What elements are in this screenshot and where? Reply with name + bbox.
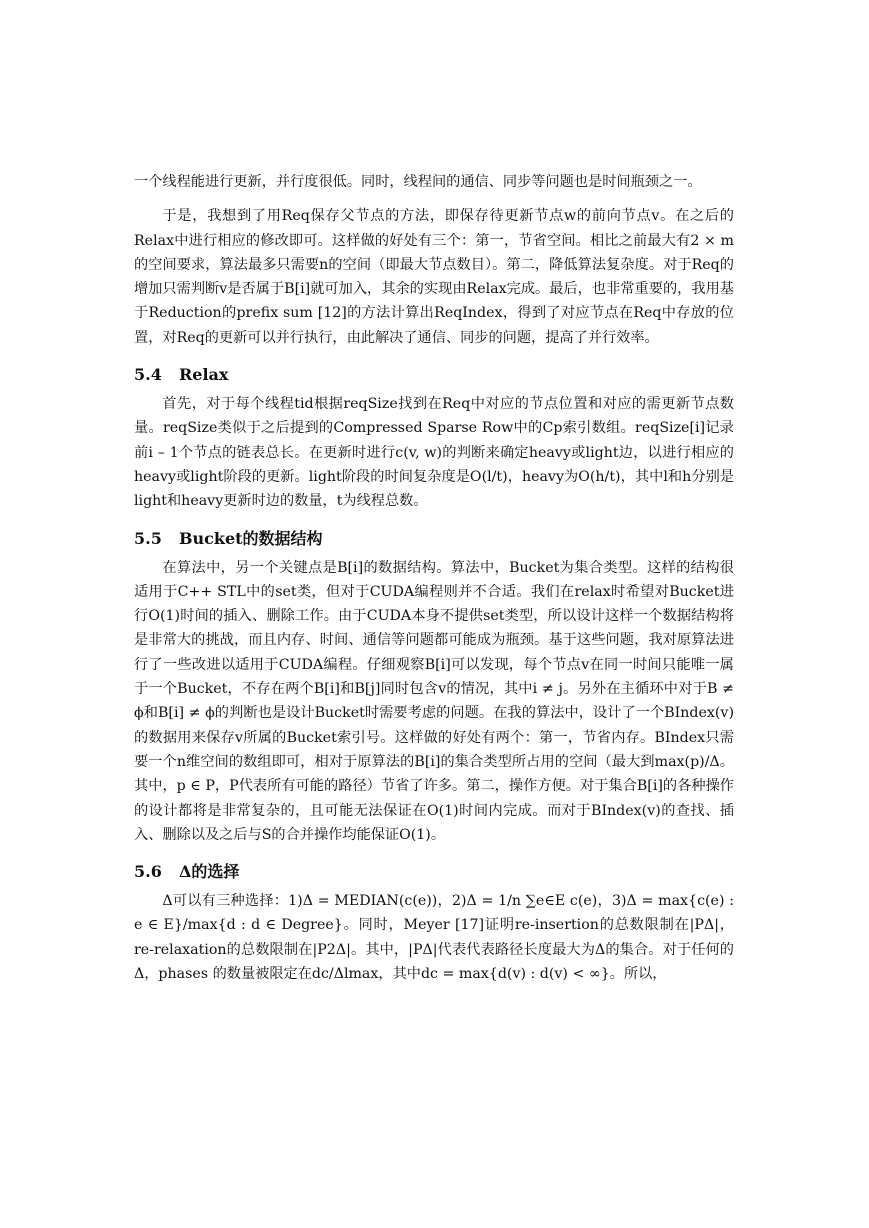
- section-number: 5.4: [134, 365, 162, 385]
- page-body: [134, 170, 734, 996]
- section-number: 5.6: [134, 862, 162, 882]
- section-heading-5-5: [134, 528, 734, 550]
- section-title: Bucket的数据结构: [179, 528, 323, 548]
- section-title: Δ的选择: [179, 862, 240, 882]
- section-heading-5-6: [134, 861, 734, 883]
- paragraph: 在算法中，另一个关键点是B[i]的数据结构。算法中，Bucket为集合类型。这样的结构很适用于C++ STL中的set类，但对于CUDA编程则并不合适。我们在relax时希望对Bucket进行O(1)时间的插入、删除工作。由于CUDA本身不提供set类型，所以设计这样一个数据结构将是非常大的挑战，而且内存、时间、通信等问题都可能成为瓶颈。基于这些问题，我对原算法进行了一些改进以适用于CUDA编程。仔细观察B[i]可以发现，每个节点v在同一时间只能唯一属于一个Bucket，不存在两个B[i]和B[j]同时包含v的情况，其中i ≠ j。另外在主循环中对于B ≠ ϕ和B[i] ≠ ϕ的判断也是设计Bucket时需要考虑的问题。在我的算法中，设计了一个BIndex(v)的数据用来保存v所属的Bucket索引号。这样做的好处有两个：第一，节省内存。BIndex只需要一个n维空间的数组即可，相对于原算法的B[i]的集合类型所占用的空间（最大到max(p)/Δ。其中，p ∈ P，P代表所有可能的路径）节省了许多。第二，操作方便。对于集合B[i]的各种操作的设计都将是非常复杂的，且可能无法保证在O(1)时间内完成。而对于BIndex(v)的查找、插入、删除以及之后与S的合并操作均能保证O(1)。: [134, 559, 734, 843]
- paragraph: 首先，对于每个线程tid根据reqSize找到在Req中对应的节点位置和对应的需更新节点数量。reqSize类似于之后提到的Compressed Sparse Row中的Cp索引数组。reqSize[i]记录前i – 1个节点的链表总长。在更新时进行c(v, w)的判断来确定heavy或light边，以进行相应的heavy或light阶段的更新。light阶段的时间复杂度是O(l/t)，heavy为O(h/t)，其中l和h分别是light和heavy更新时边的数量，t为线程总数。: [134, 396, 734, 510]
- paragraph: Δ可以有三种选择：1)Δ = MEDIAN(c(e))，2)Δ = 1/n ∑e∈E c(e)，3)Δ = max{c(e) : e ∈ E}/max{d : d ∈ Degree}。同时，Meyer [17]证明re-insertion的总数限制在|PΔ|，re-relaxation的总数限制在|P2Δ|。其中，|PΔ|代表代表路径长度最大为Δ的集合。对于任何的Δ，phases 的数量被限定在dc/Δlmax，其中dc = max{d(v) : d(v) < ∞}。所以，: [134, 893, 734, 983]
- section-title: Relax: [179, 365, 229, 385]
- section-number: 5.5: [134, 528, 162, 548]
- paragraph: 一个线程能进行更新，并行度很低。同时，线程间的通信、同步等问题也是时间瓶颈之一。: [134, 174, 702, 190]
- paragraph: 于是，我想到了用Req保存父节点的方法，即保存待更新节点w的前向节点v。在之后的Relax中进行相应的修改即可。这样做的好处有三个：第一，节省空间。相比之前最大有2 × m的空间要求，算法最多只需要n的空间（即最大节点数目）。第二，降低算法复杂度。对于Req的增加只需判断v是否属于B[i]就可加入，其余的实现由Relax完成。最后，也非常重要的，我用基于Reduction的prefix sum [12]的方法计算出ReqIndex，得到了对应节点在Req中存放的位置，对Req的更新可以并行执行，由此解决了通信、同步的问题，提高了并行效率。: [134, 208, 734, 346]
- section-heading-5-4: [134, 364, 734, 386]
